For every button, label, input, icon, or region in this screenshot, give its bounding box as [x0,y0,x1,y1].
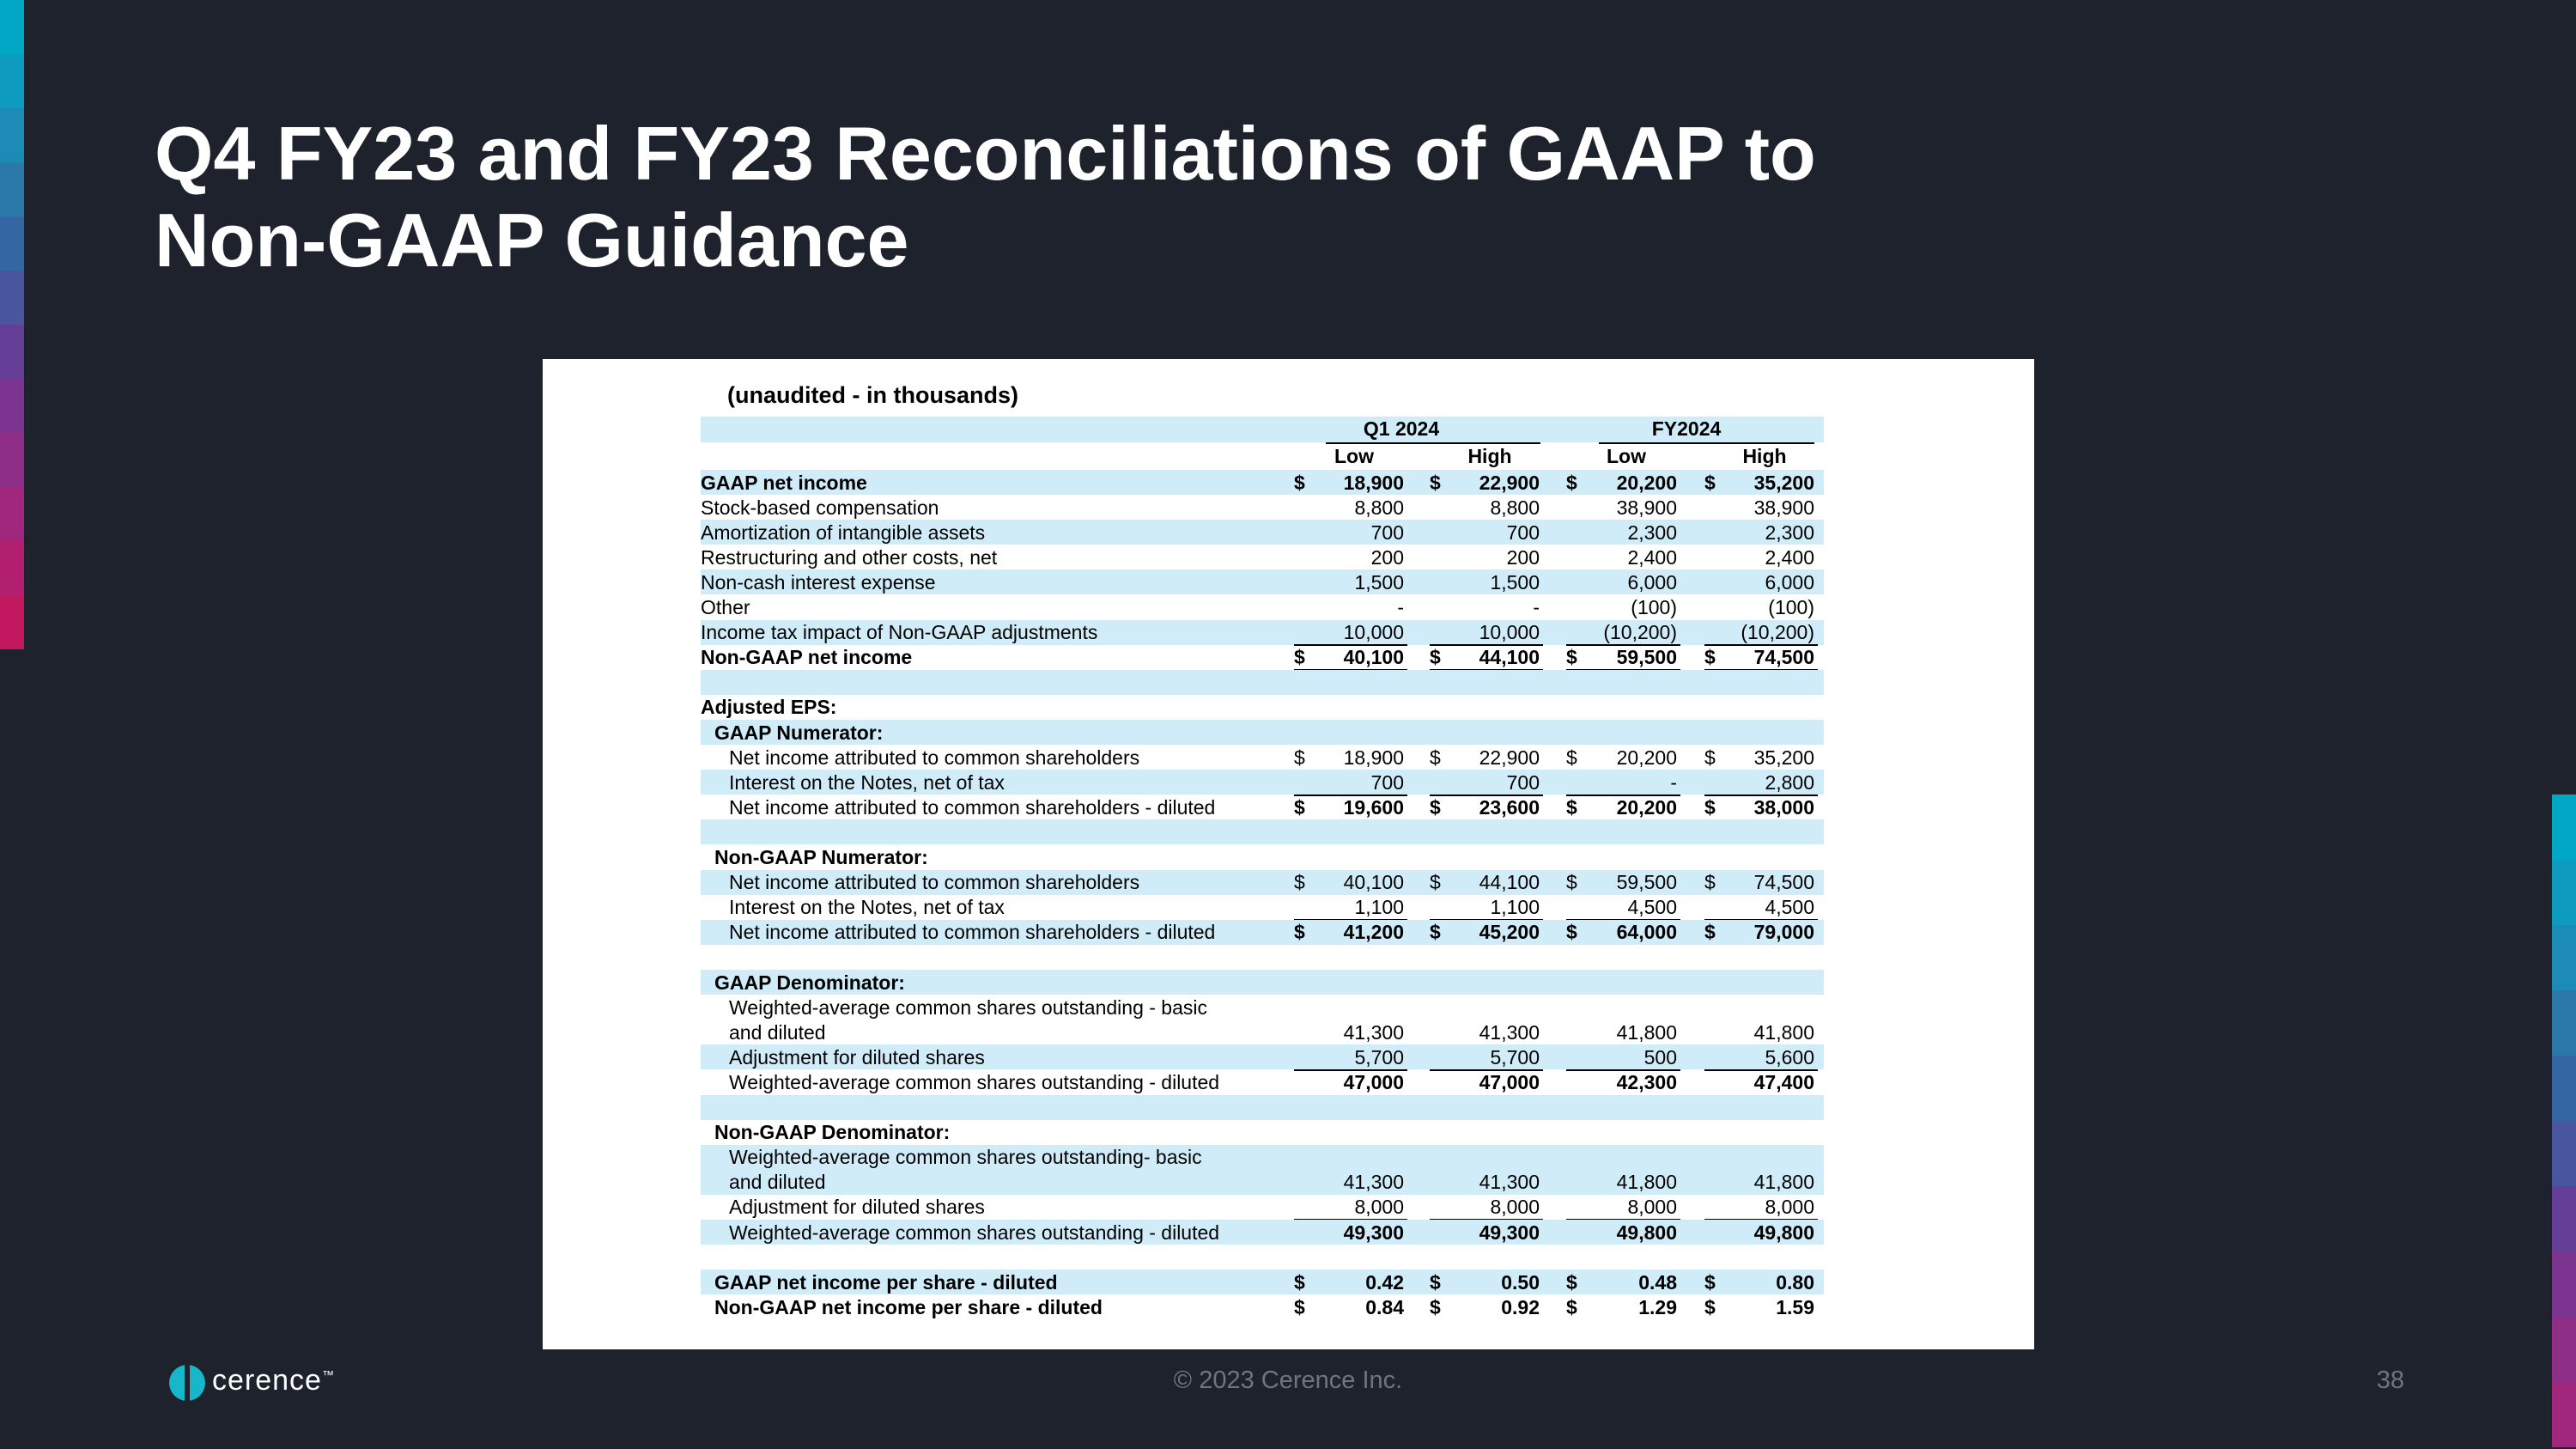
column-subheader: Low [1334,445,1374,467]
value-cell: 5,700 [1490,1045,1540,1068]
value-cell: 49,300 [1343,1221,1404,1244]
currency-symbol: $ [1430,871,1441,894]
value-cell: 38,900 [1753,496,1814,519]
value-cell: - [1670,770,1677,794]
currency-symbol: $ [1704,1270,1716,1294]
decorative-color-stripe-left [0,0,24,649]
value-cell: 64,000 [1616,921,1677,944]
value-cell: 41,800 [1753,1171,1814,1194]
row-label: Interest on the Notes, net of tax [729,770,1005,794]
currency-symbol: $ [1430,646,1441,669]
row-label: Net income attributed to common shareholders - diluted [729,795,1216,819]
value-cell: 700 [1370,770,1404,794]
value-cell: 74,500 [1753,871,1814,894]
currency-symbol: $ [1566,646,1577,669]
value-cell: 79,000 [1753,921,1814,944]
row-highlight [701,670,1824,695]
value-cell: 0.42 [1365,1270,1404,1294]
row-label: GAAP net income per share - diluted [714,1270,1058,1294]
currency-symbol: $ [1430,1295,1441,1318]
stripe-segment [2552,1186,2576,1251]
value-cell: 41,800 [1753,1020,1814,1044]
value-cell: 59,500 [1616,871,1677,894]
value-cell: 20,200 [1616,795,1677,819]
value-cell: 49,800 [1753,1221,1814,1244]
row-label: Weighted-average common shares outstanding - diluted [729,1221,1220,1244]
column-group-header: Q1 2024 [1363,417,1440,440]
value-cell: 0.84 [1365,1295,1404,1318]
currency-symbol: $ [1430,746,1441,769]
value-cell: 18,900 [1343,746,1404,769]
value-cell: 41,800 [1616,1171,1677,1194]
value-cell: 10,000 [1479,621,1540,644]
value-cell: 22,900 [1479,746,1540,769]
value-cell: 4,500 [1765,896,1814,919]
column-subheader: High [1742,445,1787,467]
stripe-segment [2552,795,2576,860]
stripe-segment [2552,925,2576,990]
value-cell: 8,000 [1765,1196,1814,1219]
value-cell: (100) [1768,596,1814,618]
stripe-segment [2552,1121,2576,1186]
value-cell: 49,800 [1616,1221,1677,1244]
stripe-segment [0,325,24,379]
value-cell: 200 [1370,545,1404,569]
row-label: Non-GAAP Denominator: [714,1121,951,1144]
value-cell: 49,300 [1479,1221,1540,1244]
value-cell: 1.59 [1776,1295,1814,1318]
value-cell: 1,100 [1490,896,1540,919]
value-cell: 1.29 [1638,1295,1677,1318]
currency-symbol: $ [1566,1270,1577,1294]
value-cell: 8,800 [1354,496,1404,519]
row-label: Non-GAAP net income per share - diluted [714,1295,1103,1318]
column-group-header: FY2024 [1651,417,1722,440]
value-cell: 19,600 [1343,795,1404,819]
cerence-logo [169,1363,341,1403]
value-cell: 1,500 [1490,570,1540,594]
row-label: Non-GAAP Numerator: [714,846,928,868]
value-cell: 5,600 [1765,1045,1814,1068]
slide-title-line-2: Non-GAAP Guidance [155,198,909,283]
value-cell: 44,100 [1479,646,1540,669]
currency-symbol: $ [1430,795,1441,819]
stripe-segment [2552,1317,2576,1382]
stripe-segment [2552,1251,2576,1317]
value-cell: 22,900 [1479,471,1540,494]
value-cell: (10,200) [1603,621,1677,644]
stripe-segment [0,162,24,216]
value-cell: 38,900 [1616,496,1677,519]
copyright-notice: © 2023 Cerence Inc. [1173,1367,1403,1394]
currency-symbol: $ [1704,1295,1716,1318]
reconciliation-table-panel [543,359,2034,1349]
currency-symbol: $ [1566,795,1577,819]
row-label: Net income attributed to common shareholders [729,871,1140,894]
stripe-segment [0,54,24,108]
row-label: Adjustment for diluted shares [729,1196,985,1219]
value-cell: 44,100 [1479,871,1540,894]
value-cell: 1,500 [1354,570,1404,594]
value-cell: 0.92 [1501,1295,1540,1318]
value-cell: 0.48 [1638,1270,1677,1294]
currency-symbol: $ [1294,1270,1305,1294]
currency-symbol: $ [1566,746,1577,769]
value-cell: 41,300 [1343,1171,1404,1194]
value-cell: - [1533,596,1540,618]
value-cell: 8,800 [1490,496,1540,519]
currency-symbol: $ [1294,646,1305,669]
currency-symbol: $ [1704,795,1716,819]
value-cell: 38,000 [1753,795,1814,819]
stripe-segment [0,433,24,487]
decorative-color-stripe-right [2552,795,2576,1447]
row-label: Stock-based compensation [701,496,939,519]
column-subheader: High [1467,445,1512,467]
value-cell: 35,200 [1753,746,1814,769]
row-label: Weighted-average common shares outstanding - diluted [729,1070,1220,1093]
value-cell: 47,000 [1343,1070,1404,1093]
row-label: and diluted [729,1020,826,1044]
stripe-segment [2552,1382,2576,1447]
value-cell: 700 [1370,521,1404,544]
currency-symbol: $ [1294,1295,1305,1318]
value-cell: 5,700 [1354,1045,1404,1068]
row-label: GAAP net income [701,471,867,494]
row-label: Income tax impact of Non-GAAP adjustments [701,621,1098,644]
row-label: Weighted-average common shares outstanding - basic [729,995,1207,1019]
value-cell: 41,300 [1479,1020,1540,1044]
value-cell: 41,300 [1343,1020,1404,1044]
row-label: GAAP Denominator: [714,971,905,994]
row-highlight [701,819,1824,844]
row-label: GAAP Numerator: [714,721,884,744]
stripe-segment [2552,860,2576,925]
value-cell: (100) [1631,596,1677,618]
row-label: and diluted [729,1171,826,1194]
value-cell: 40,100 [1343,871,1404,894]
value-cell: 47,400 [1753,1070,1814,1093]
value-cell: 0.80 [1776,1270,1814,1294]
table-subtitle: (unaudited - in thousands) [727,382,1018,408]
value-cell: 6,000 [1765,570,1814,594]
value-cell: 45,200 [1479,921,1540,944]
value-cell: 4,500 [1627,896,1677,919]
stripe-segment [0,595,24,649]
row-label: Non-GAAP net income [701,646,913,669]
value-cell: 200 [1506,545,1540,569]
currency-symbol: $ [1294,471,1305,494]
value-cell: 2,400 [1765,545,1814,569]
value-cell: 2,300 [1765,521,1814,544]
currency-symbol: $ [1294,871,1305,894]
value-cell: 500 [1643,1045,1677,1068]
currency-symbol: $ [1430,921,1441,944]
currency-symbol: $ [1430,1270,1441,1294]
value-cell: 42,300 [1616,1070,1677,1093]
value-cell: 41,800 [1616,1020,1677,1044]
value-cell: - [1397,596,1404,618]
currency-symbol: $ [1566,1295,1577,1318]
stripe-segment [0,487,24,541]
currency-symbol: $ [1294,746,1305,769]
currency-symbol: $ [1294,795,1305,819]
row-label: Net income attributed to common shareholders - diluted [729,921,1216,944]
value-cell: 10,000 [1343,621,1404,644]
value-cell: 23,600 [1479,795,1540,819]
value-cell: 20,200 [1616,471,1677,494]
value-cell: 47,000 [1479,1070,1540,1093]
row-highlight [701,1095,1824,1120]
currency-symbol: $ [1566,871,1577,894]
stripe-segment [0,379,24,433]
currency-symbol: $ [1566,921,1577,944]
currency-symbol: $ [1566,471,1577,494]
value-cell: 35,200 [1753,471,1814,494]
reconciliation-table [543,359,2034,1349]
column-subheader: Low [1607,445,1646,467]
currency-symbol: $ [1704,646,1716,669]
value-cell: 20,200 [1616,746,1677,769]
currency-symbol: $ [1704,471,1716,494]
value-cell: 6,000 [1627,570,1677,594]
value-cell: 1,100 [1354,896,1404,919]
stripe-segment [0,541,24,595]
value-cell: 700 [1506,521,1540,544]
row-label: Net income attributed to common shareholders [729,746,1140,769]
value-cell: 8,000 [1627,1196,1677,1219]
row-label: Weighted-average common shares outstanding- basic [729,1146,1202,1169]
stripe-segment [2552,1056,2576,1121]
stripe-segment [2552,990,2576,1056]
value-cell: 2,400 [1627,545,1677,569]
stripe-segment [0,108,24,162]
value-cell: 59,500 [1616,646,1677,669]
row-label: Restructuring and other costs, net [701,545,998,569]
value-cell: 41,200 [1343,921,1404,944]
row-label: Other [701,596,750,618]
currency-symbol: $ [1294,921,1305,944]
cerence-logo-wordmark: cerence™ [212,1364,335,1397]
value-cell: 2,800 [1765,770,1814,794]
value-cell: 74,500 [1753,646,1814,669]
row-label: Adjustment for diluted shares [729,1045,985,1068]
value-cell: 18,900 [1343,471,1404,494]
value-cell: 40,100 [1343,646,1404,669]
page-number: 38 [2376,1367,2404,1394]
row-label: Amortization of intangible assets [701,521,986,544]
value-cell: 41,300 [1479,1171,1540,1194]
row-label: Non-cash interest expense [701,570,936,594]
stripe-segment [0,216,24,271]
slide-title-line-1: Q4 FY23 and FY23 Reconciliations of GAAP to [155,111,1816,196]
cerence-logo-icon [169,1365,205,1401]
value-cell: 700 [1506,770,1540,794]
stripe-segment [0,0,24,54]
slide-title [155,110,2301,283]
currency-symbol: $ [1704,871,1716,894]
row-label: Interest on the Notes, net of tax [729,896,1005,919]
stripe-segment [0,271,24,325]
currency-symbol: $ [1704,746,1716,769]
value-cell: 2,300 [1627,521,1677,544]
value-cell: 8,000 [1354,1196,1404,1219]
currency-symbol: $ [1430,471,1441,494]
row-label: Adjusted EPS: [701,696,837,719]
value-cell: 8,000 [1490,1196,1540,1219]
currency-symbol: $ [1704,921,1716,944]
value-cell: (10,200) [1741,621,1814,644]
value-cell: 0.50 [1501,1270,1540,1294]
